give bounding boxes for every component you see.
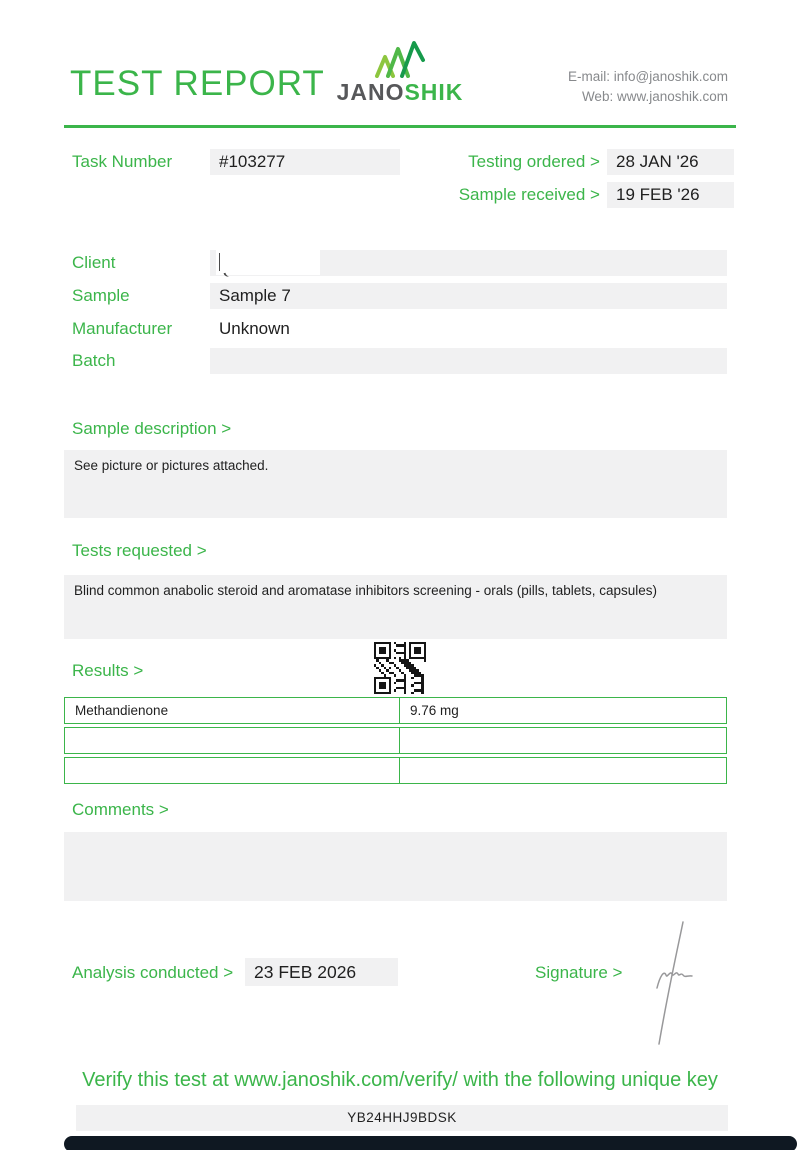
batch-label: Batch — [72, 351, 116, 370]
client-label: Client — [72, 253, 116, 272]
comments-body — [64, 832, 727, 901]
result-amount-cell: 9.76 mg — [399, 697, 727, 724]
tests-requested-body — [64, 575, 727, 639]
signature-label: Signature > — [535, 963, 623, 982]
tests-requested-heading: Tests requested > — [72, 541, 207, 560]
results-table-row — [64, 727, 727, 754]
web-line: Web: www.janoshik.com — [581, 89, 728, 104]
tests-requested-text: Blind common anabolic steroid and aromatase inhibitors screening - orals (pills, tablets, capsules) — [74, 583, 658, 598]
page-title: TEST REPORT — [70, 64, 325, 103]
testing-ordered-date: 28 JAN '26 — [607, 149, 734, 175]
result-substance-cell — [64, 727, 400, 754]
sample-label: Sample — [72, 286, 130, 305]
logo-wordmark-jano: JANO — [336, 79, 405, 105]
qr-code — [374, 642, 426, 694]
result-amount-cell — [399, 727, 727, 754]
analysis-date: 23 FEB 2026 — [245, 958, 398, 986]
batch-value — [210, 348, 727, 374]
result-substance-cell — [64, 757, 400, 784]
bottom-bar — [64, 1136, 797, 1150]
result-substance-cell: Methandienone — [64, 697, 400, 724]
manufacturer-label: Manufacturer — [72, 319, 173, 338]
redacted-letter-fragment — [223, 271, 231, 278]
results-heading: Results > — [72, 661, 144, 680]
manufacturer-value: Unknown — [219, 319, 290, 338]
handwritten-signature — [645, 916, 701, 1053]
results-table-row — [64, 757, 727, 784]
contact-block — [568, 67, 728, 107]
sample-received-date: 19 FEB '26 — [607, 182, 734, 208]
analysis-conducted-label: Analysis conducted > — [72, 963, 234, 982]
verify-instruction: Verify this test at www.janoshik.com/verify/ with the following unique key — [82, 1069, 718, 1091]
email-line: E-mail: info@janoshik.com — [567, 69, 728, 84]
task-number-label: Task Number — [72, 152, 173, 171]
text-cursor — [219, 253, 220, 271]
logo-wordmark — [330, 79, 470, 106]
sample-description-body: See picture or pictures attached. — [64, 450, 727, 518]
testing-ordered-label: Testing ordered > — [468, 152, 600, 171]
growth-chart-icon — [374, 40, 426, 78]
sample-value: Sample 7 — [210, 283, 727, 309]
header-divider — [64, 125, 736, 128]
result-amount-cell — [399, 757, 727, 784]
task-number-value: #103277 — [210, 149, 400, 175]
comments-heading: Comments > — [72, 800, 169, 819]
sample-description-heading: Sample description > — [72, 419, 232, 438]
unique-key: YB24HHJ9BDSK — [76, 1105, 728, 1131]
redaction-box — [216, 248, 320, 275]
sample-received-label: Sample received > — [458, 185, 600, 204]
client-value-bar — [210, 250, 727, 276]
janoshik-logo — [330, 40, 470, 106]
logo-wordmark-shik: SHIK — [404, 79, 464, 105]
results-table-row — [64, 697, 727, 724]
